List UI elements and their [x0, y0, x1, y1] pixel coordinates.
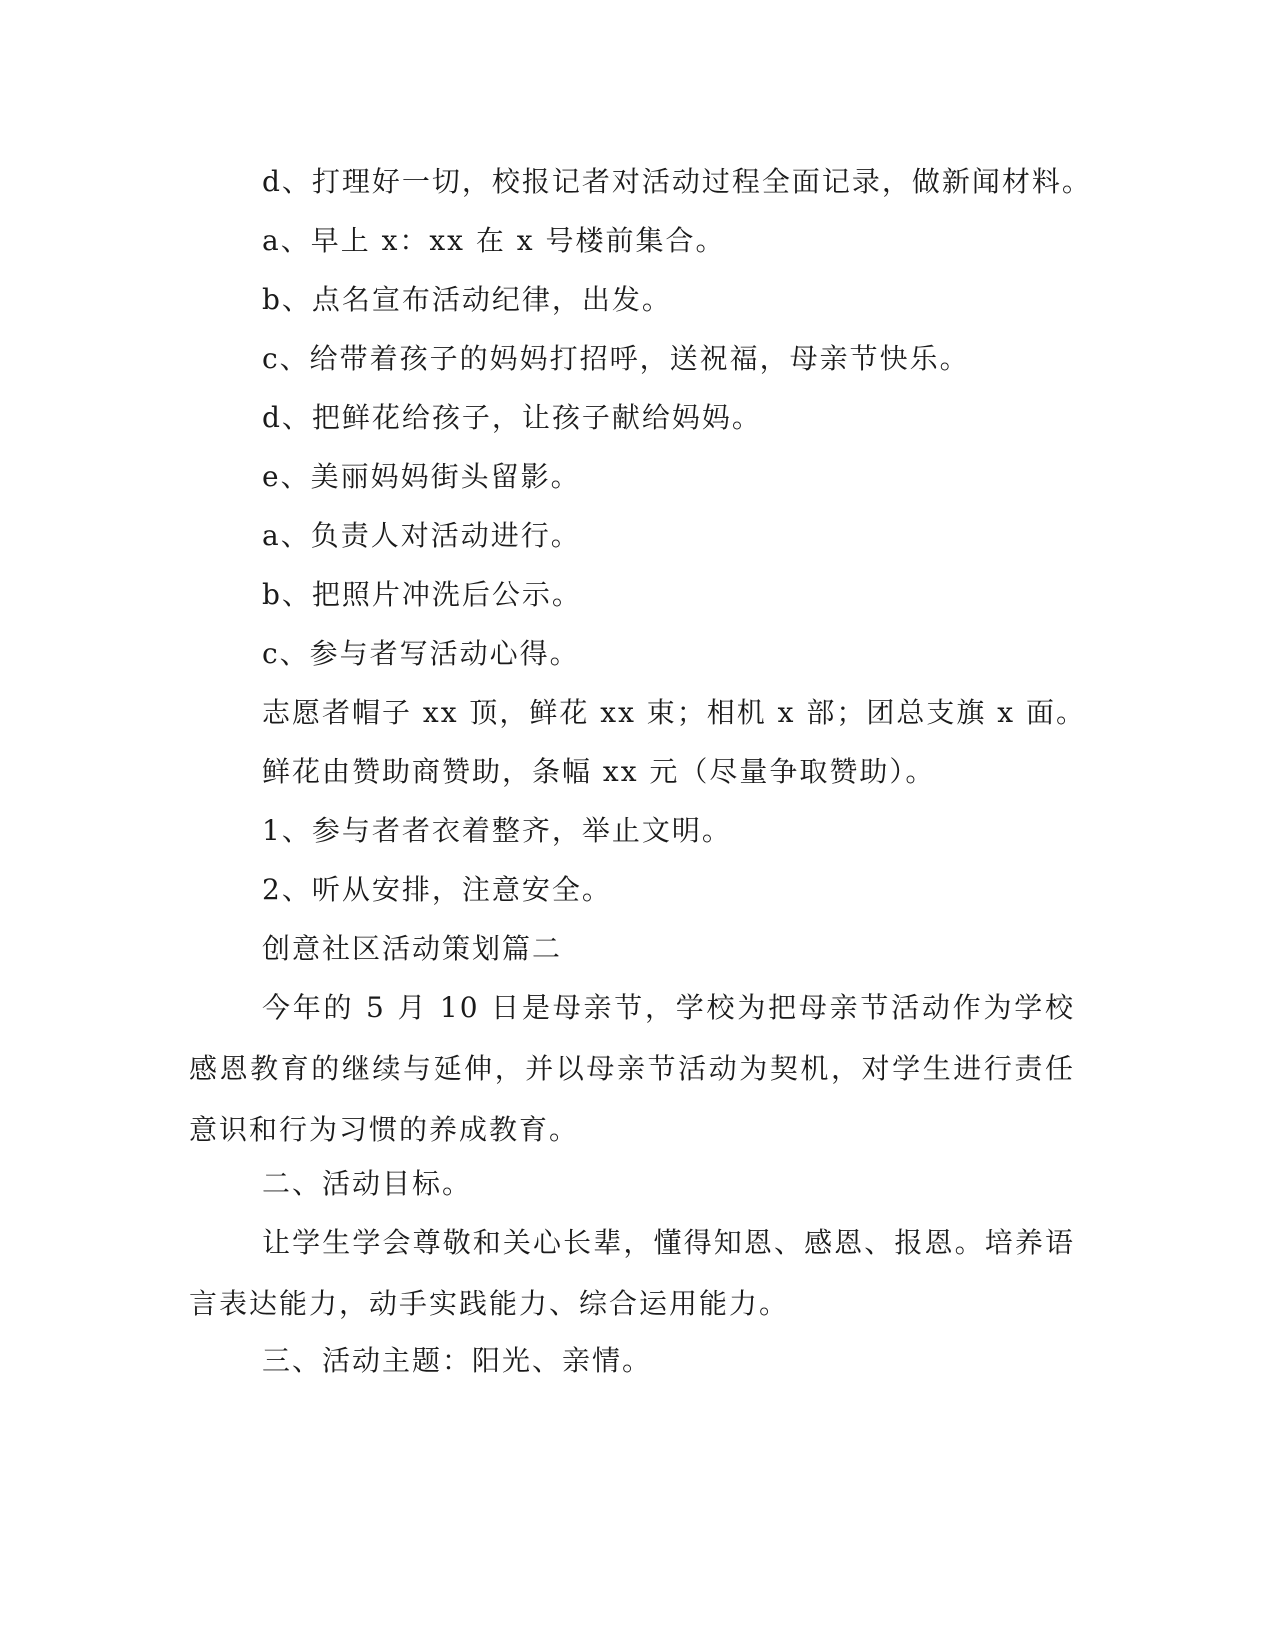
- text-line: 鲜花由赞助商赞助，条幅 xx 元（尽量争取赞助）。: [262, 755, 936, 788]
- paragraph-intro: 今年的 5 月 10 日是母亲节，学校为把母亲节活动作为学校感恩教育的继续与延伸，并以母亲节活动为契机，对学生进行责任意识和行为习惯的养成教育。: [189, 991, 1075, 1146]
- text-line: d、打理好一切，校报记者对活动过程全面记录，做新闻材料。: [262, 165, 1092, 198]
- text-line: a、早上 x：xx 在 x 号楼前集合。: [262, 224, 726, 257]
- text-line: a、负责人对活动进行。: [262, 519, 581, 552]
- text-line: d、把鲜花给孩子，让孩子献给妈妈。: [262, 401, 762, 434]
- text-line: 2、听从安排，注意安全。: [262, 873, 612, 906]
- text-line: e、美丽妈妈街头留影。: [262, 460, 581, 493]
- heading-goal: 二、活动目标。: [262, 1167, 473, 1200]
- text-line: c、给带着孩子的妈妈打招呼，送祝福，母亲节快乐。: [262, 342, 970, 375]
- text-line: 志愿者帽子 xx 顶，鲜花 xx 束；相机 x 部；团总支旗 x 面。: [262, 696, 1086, 729]
- text-line: c、参与者写活动心得。: [262, 637, 580, 670]
- section-title: 创意社区活动策划篇二: [262, 932, 563, 965]
- text-line: b、点名宣布活动纪律，出发。: [262, 283, 672, 316]
- text-line: 1、参与者者衣着整齐，举止文明。: [262, 814, 732, 847]
- text-line: b、把照片冲洗后公示。: [262, 578, 582, 611]
- paragraph-goal: 让学生学会尊敬和关心长辈，懂得知恩、感恩、报恩。培养语言表达能力，动手实践能力、综合运用能力。: [189, 1226, 1075, 1320]
- heading-theme: 三、活动主题：阳光、亲情。: [262, 1344, 653, 1377]
